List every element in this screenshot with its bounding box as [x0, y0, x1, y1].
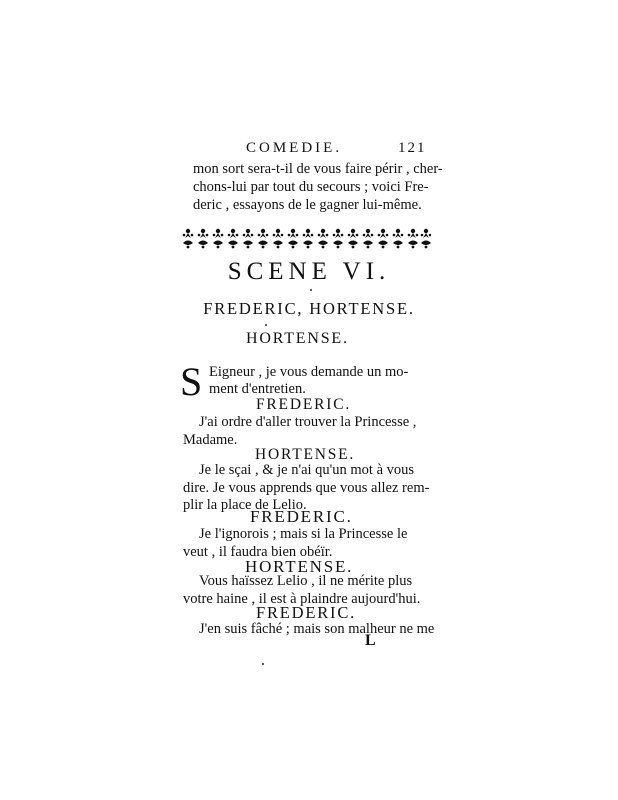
- signature-mark: L: [365, 632, 376, 649]
- speaker-name: FREDERIC.: [256, 396, 352, 413]
- page-number: 121: [398, 140, 427, 156]
- text-line: chons-lui par tout du secours ; voici Fre-: [193, 179, 429, 195]
- dialogue-line: J'en suis fâché ; mais son malheur ne me: [199, 621, 435, 637]
- text-line: deric , essayons de le gagner lui-même.: [193, 197, 422, 213]
- dialogue-line: veut , il faudra bien obéïr.: [183, 544, 333, 560]
- speaker-name: HORTENSE.: [245, 557, 354, 576]
- fleuron-band-icon: [181, 226, 431, 250]
- speck: [310, 289, 312, 291]
- dialogue-line: ment d'entretien.: [209, 381, 306, 397]
- speaker-name: FREDERIC.: [256, 603, 357, 622]
- dialogue-line: plir la place de Lelio.: [183, 497, 307, 513]
- drop-cap: S: [180, 359, 203, 404]
- scene-characters: FREDERIC, HORTENSE.: [203, 299, 415, 318]
- dialogue-line: votre haine , il est à plaindre aujourd'hui.: [183, 591, 421, 607]
- dialogue-line: dire. Je vous apprends que vous allez rem-: [183, 480, 430, 496]
- dialogue-line: Madame.: [183, 432, 238, 448]
- dialogue-line: Vous haïssez Lelio , il ne mérite plus: [199, 573, 413, 589]
- scene-title: SCENE VI.: [227, 258, 391, 285]
- dialogue-line: Je l'ignorois ; mais si la Princesse le: [199, 526, 408, 542]
- speck: [262, 663, 264, 665]
- dialogue-line: J'ai ordre d'aller trouver la Princesse ,: [199, 414, 417, 430]
- dialogue-line: Je le sçai , & je n'ai qu'un mot à vous: [199, 462, 415, 478]
- speaker-name: FREDERIC.: [250, 507, 353, 526]
- speaker-name: HORTENSE.: [255, 446, 356, 463]
- text-line: mon sort sera-t-il de vous faire périr , cher-: [193, 161, 443, 177]
- speaker-name: HORTENSE.: [246, 330, 349, 347]
- speck: [265, 324, 267, 326]
- dialogue-line: Eigneur , je vous demande un mo-: [209, 364, 409, 380]
- running-head: COMEDIE.: [246, 140, 343, 156]
